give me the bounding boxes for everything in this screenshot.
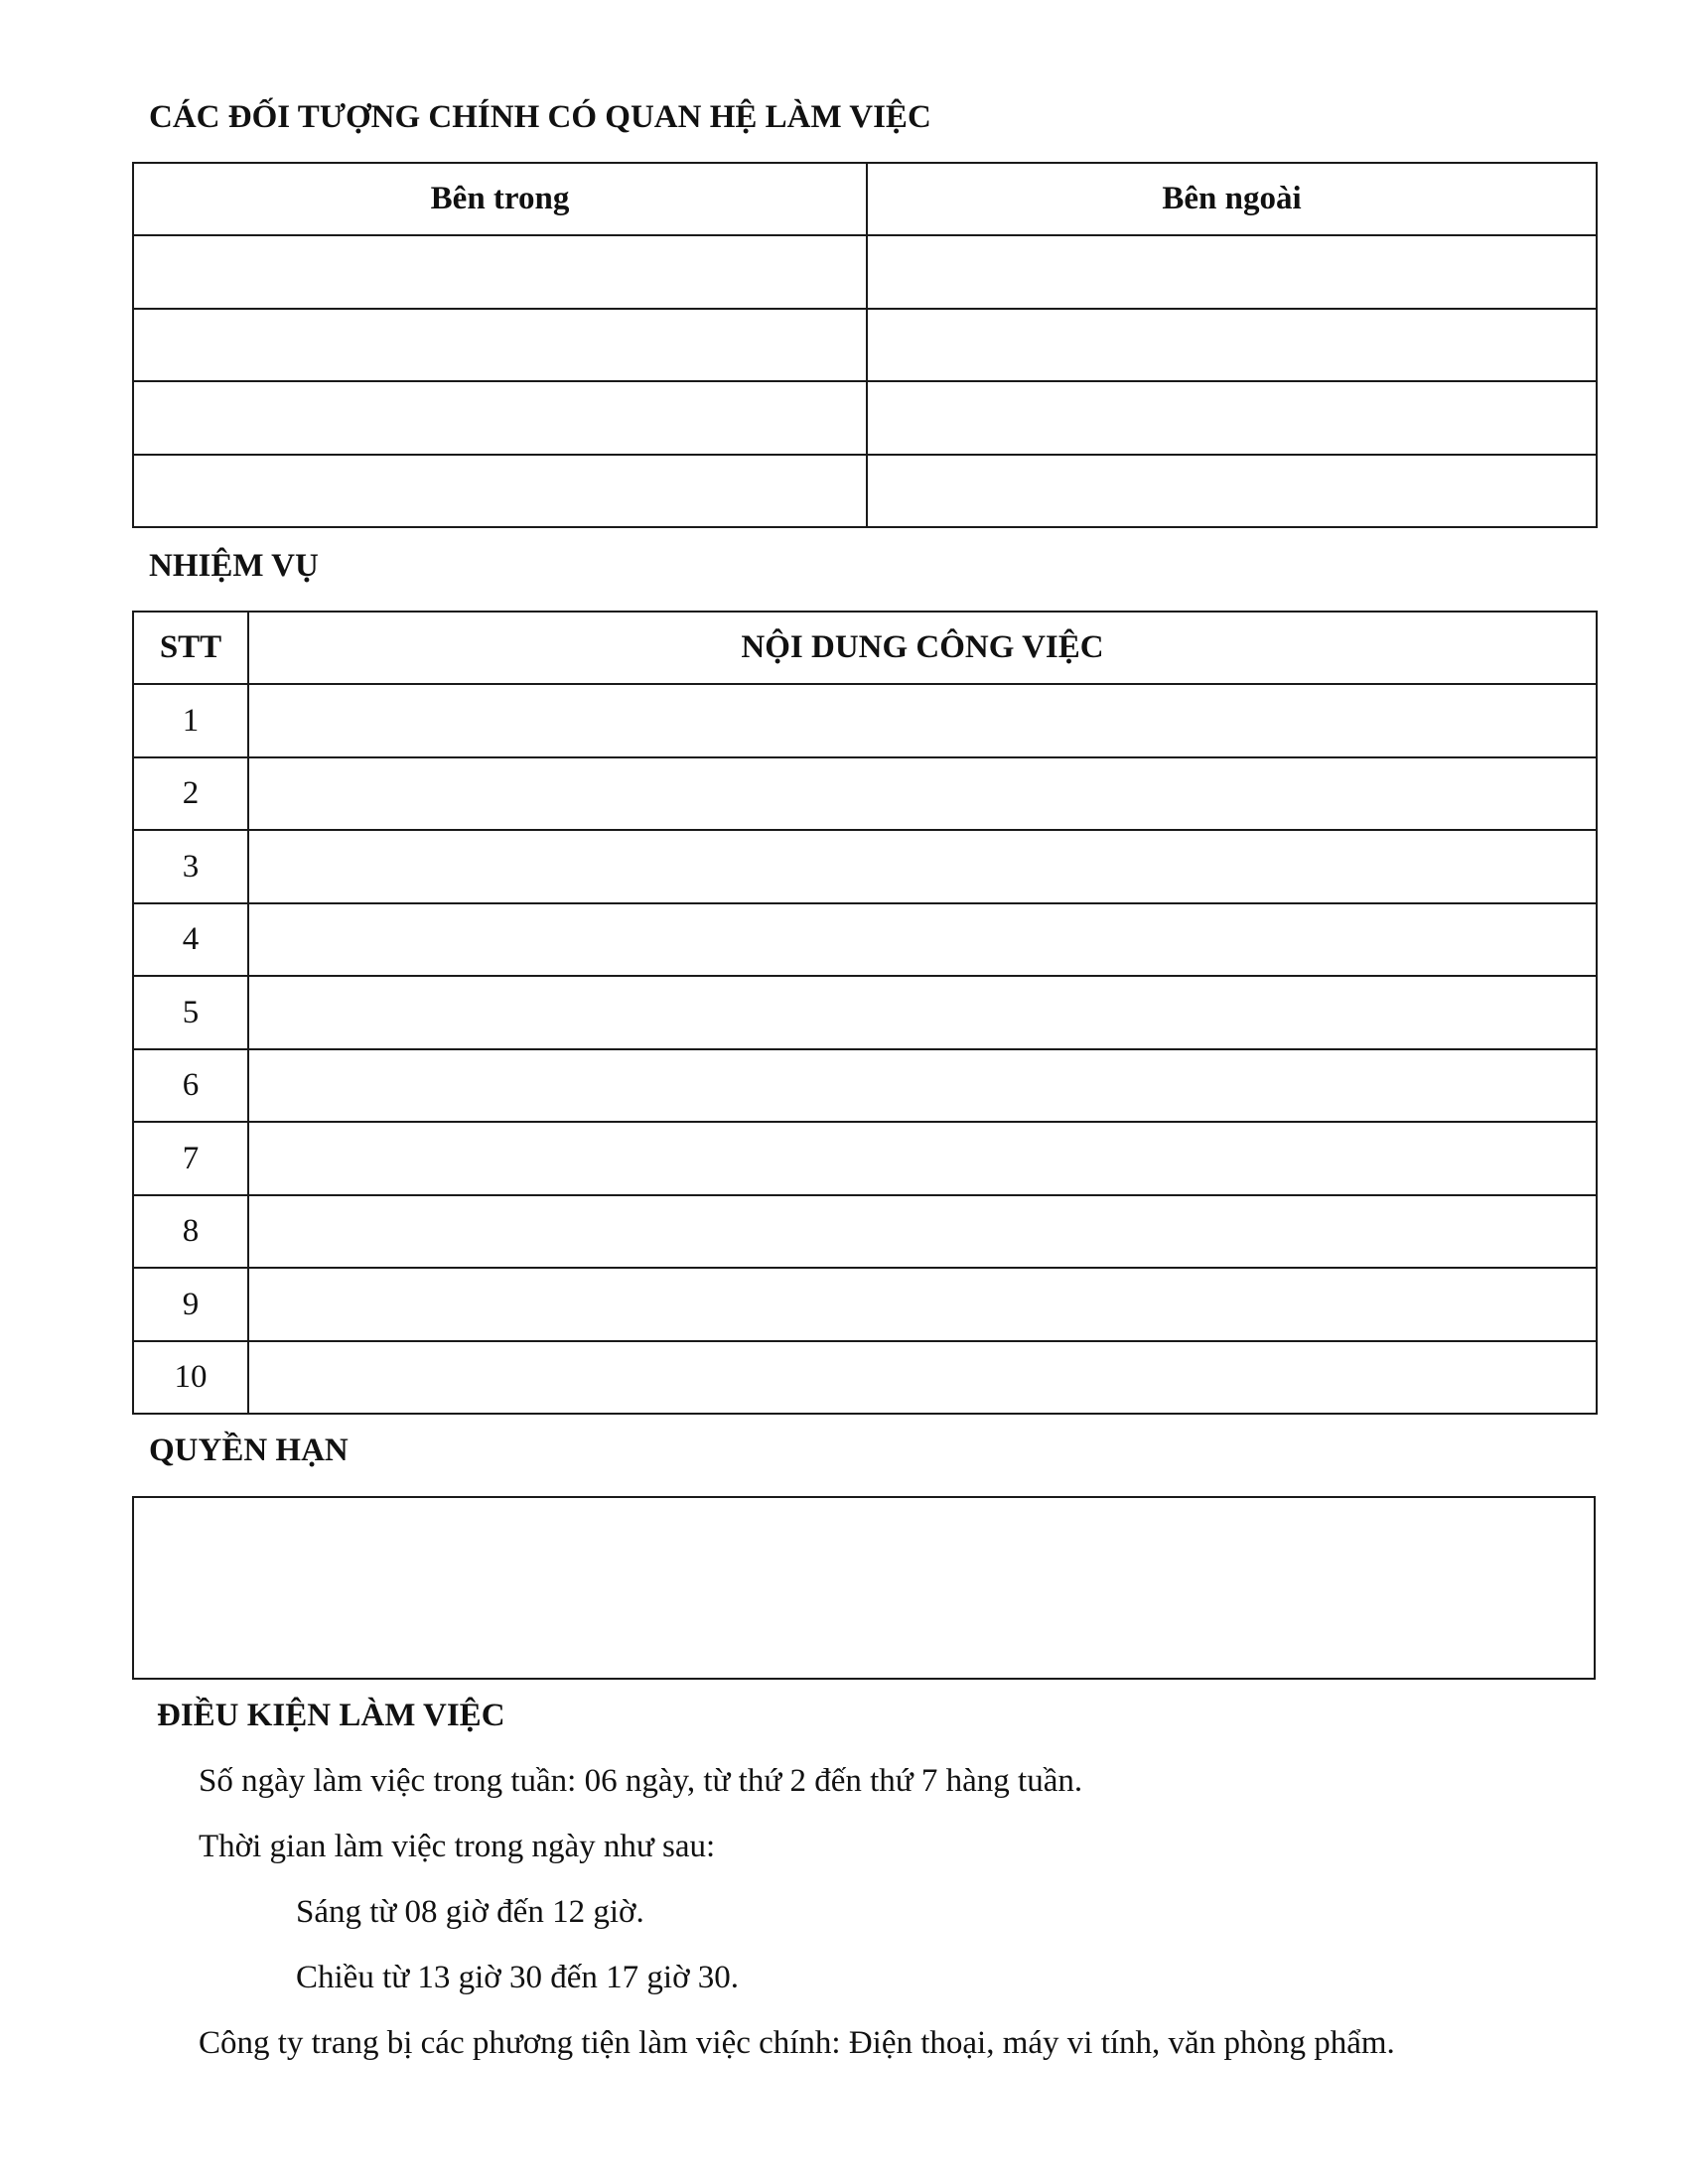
relations-heading: CÁC ĐỐI TƯỢNG CHÍNH CÓ QUAN HỆ LÀM VIỆC: [149, 99, 931, 135]
row-number: 8: [133, 1195, 248, 1268]
row-number: 2: [133, 757, 248, 830]
task-content-cell[interactable]: [248, 1341, 1597, 1414]
authority-box: [132, 1496, 1596, 1680]
external-cell[interactable]: [867, 235, 1597, 309]
header-stt: STT: [133, 612, 248, 684]
row-number: 7: [133, 1122, 248, 1195]
relations-table: [132, 162, 1598, 528]
header-content: NỘI DUNG CÔNG VIỆC: [248, 612, 1597, 684]
row-number: 5: [133, 976, 248, 1049]
task-content-cell[interactable]: [248, 1049, 1597, 1122]
afternoon-hours-text: Chiều từ 13 giờ 30 đến 17 giờ 30.: [296, 1960, 740, 1995]
internal-cell[interactable]: [133, 455, 867, 527]
task-content-cell[interactable]: [248, 1122, 1597, 1195]
task-content-cell[interactable]: [248, 1195, 1597, 1268]
task-content-cell[interactable]: [248, 757, 1597, 830]
task-content-cell[interactable]: [248, 976, 1597, 1049]
external-cell[interactable]: [867, 381, 1597, 455]
tasks-heading: NHIỆM VỤ: [149, 548, 319, 584]
external-cell[interactable]: [867, 455, 1597, 527]
conditions-heading: ĐIỀU KIỆN LÀM VIỆC: [157, 1698, 505, 1733]
row-number: 1: [133, 684, 248, 757]
task-content-cell[interactable]: [248, 684, 1597, 757]
row-number: 6: [133, 1049, 248, 1122]
row-number: 9: [133, 1268, 248, 1341]
authority-heading: QUYỀN HẠN: [149, 1433, 349, 1468]
row-number: 10: [133, 1341, 248, 1414]
header-external: Bên ngoài: [867, 163, 1597, 235]
external-cell[interactable]: [867, 309, 1597, 381]
tasks-table: [132, 611, 1598, 1415]
task-content-cell[interactable]: [248, 903, 1597, 976]
internal-cell[interactable]: [133, 309, 867, 381]
working-hours-intro: Thời gian làm việc trong ngày như sau:: [199, 1829, 716, 1864]
task-content-cell[interactable]: [248, 1268, 1597, 1341]
header-internal: Bên trong: [133, 163, 867, 235]
equipment-text: Công ty trang bị các phương tiện làm việc chính: Điện thoại, máy vi tính, văn phòng phẩm.: [199, 2025, 1395, 2061]
authority-content-cell[interactable]: [133, 1497, 1595, 1679]
task-content-cell[interactable]: [248, 830, 1597, 903]
internal-cell[interactable]: [133, 235, 867, 309]
row-number: 4: [133, 903, 248, 976]
working-days-text: Số ngày làm việc trong tuần: 06 ngày, từ thứ 2 đến thứ 7 hàng tuần.: [199, 1763, 1083, 1799]
internal-cell[interactable]: [133, 381, 867, 455]
morning-hours-text: Sáng từ 08 giờ đến 12 giờ.: [296, 1894, 644, 1930]
row-number: 3: [133, 830, 248, 903]
